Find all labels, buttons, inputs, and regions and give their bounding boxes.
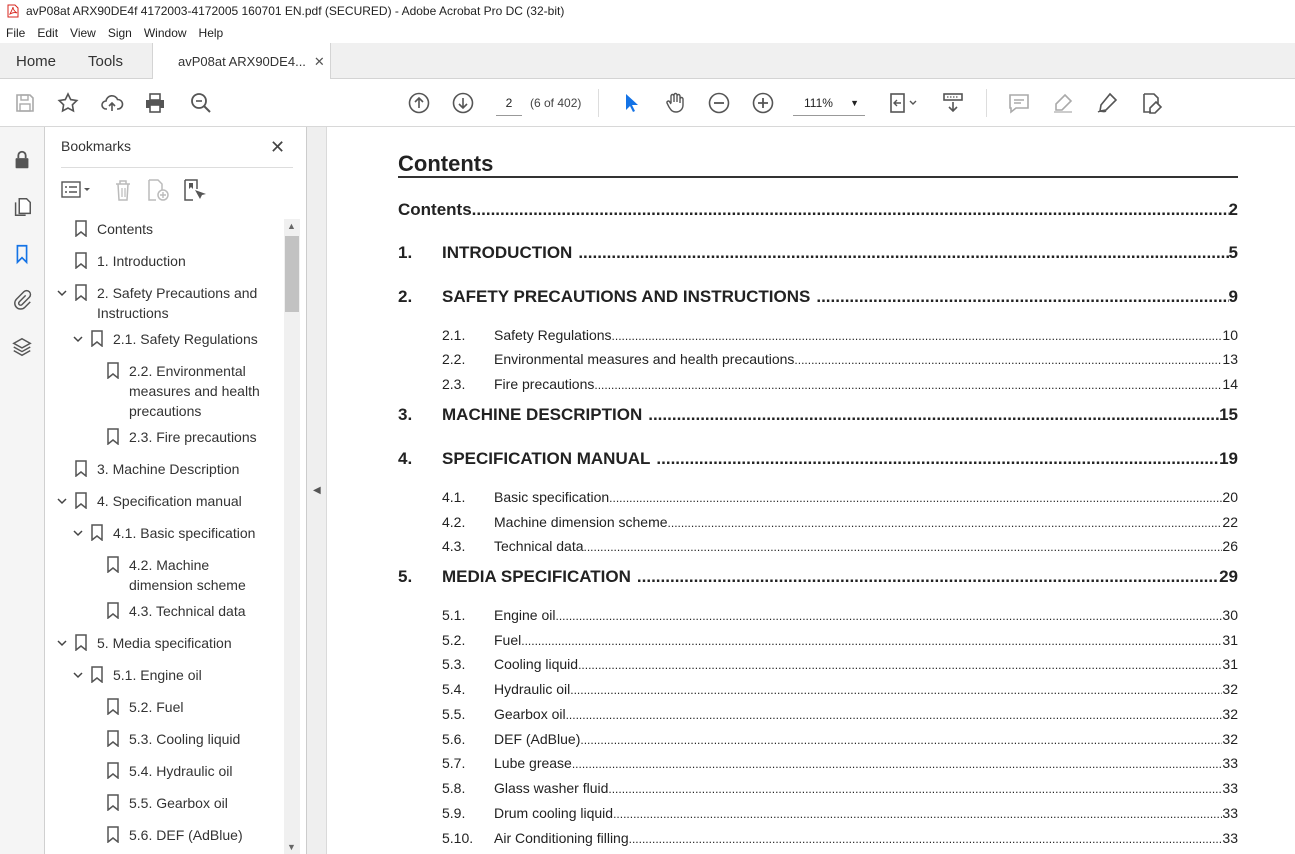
toc-page-number: 14	[1222, 376, 1238, 392]
toc-page-number: 33	[1222, 780, 1238, 796]
bookmark-item[interactable]	[55, 251, 186, 271]
toc-number: 4.3.	[442, 538, 466, 554]
chevron-down-icon[interactable]	[55, 491, 69, 511]
chevron-down-icon[interactable]	[71, 665, 85, 685]
toc-label: Environmental measures and health precautions	[494, 351, 795, 367]
toolbar-divider	[598, 89, 599, 117]
bookmark-ribbon-icon	[75, 284, 87, 301]
toc-leader-dots	[816, 287, 1228, 307]
menu-view[interactable]: View	[70, 25, 96, 40]
toc-entry[interactable]	[398, 351, 1238, 367]
bookmarks-icon[interactable]	[9, 241, 35, 267]
bookmark-label-line: precautions	[129, 403, 202, 419]
chevron-down-icon[interactable]	[71, 523, 85, 543]
toc-page-number: 31	[1222, 632, 1238, 648]
bookmark-ribbon-icon	[107, 602, 119, 619]
save-icon[interactable]	[12, 90, 38, 116]
bookmark-label	[129, 793, 228, 813]
bookmark-item[interactable]	[71, 523, 255, 543]
toc-label: Engine oil	[494, 607, 556, 623]
toc-label: Fire precautions	[494, 376, 595, 392]
toc-leader-dots	[521, 634, 1222, 648]
toc-page-number: 29	[1219, 567, 1238, 586]
bookmark-ribbon-icon	[107, 730, 119, 747]
toc-label: Drum cooling liquid	[494, 805, 614, 821]
find-bookmark-icon[interactable]	[182, 178, 206, 202]
bookmark-item[interactable]	[55, 459, 239, 479]
bookmark-label-line: 2. Safety Precautions and	[97, 285, 258, 301]
bookmark-label-line: Contents	[97, 221, 154, 237]
bookmark-label	[129, 825, 243, 845]
toc-entry[interactable]	[398, 287, 1238, 307]
toc-number: 5.6.	[442, 731, 466, 747]
toc-number: 5.1.	[442, 607, 466, 623]
toc-number: 5.8.	[442, 780, 466, 796]
page-fit-icon[interactable]	[886, 90, 920, 116]
bookmark-label	[129, 361, 260, 421]
toc-entry[interactable]	[398, 780, 1238, 796]
toc-label: Machine dimension scheme	[494, 514, 668, 530]
fill-and-sign-icon[interactable]	[1138, 90, 1164, 116]
bookmark-item[interactable]	[87, 601, 246, 621]
toc-entry[interactable]	[398, 632, 1238, 648]
toc-number: 5.4.	[442, 681, 466, 697]
bookmark-item[interactable]	[87, 793, 228, 813]
toc-entry[interactable]	[398, 514, 1238, 530]
toc-entry[interactable]	[398, 731, 1238, 747]
bookmark-item[interactable]	[55, 283, 257, 323]
bookmark-label	[97, 491, 242, 511]
highlight-pen-icon[interactable]	[1050, 90, 1076, 116]
bookmark-label-line: 2.2. Environmental	[129, 363, 246, 379]
bookmark-label-line: 3. Machine Description	[97, 461, 240, 477]
chevron-down-icon: ▼	[850, 98, 859, 108]
tab-home[interactable]: Home	[16, 52, 57, 70]
toc-page-number: 13	[1222, 351, 1238, 367]
toc-entry[interactable]	[398, 755, 1238, 771]
toc-number: 4.1.	[442, 489, 466, 505]
toc-number: 5.3.	[442, 656, 466, 672]
window-title: avP08at ARX90DE4f 4172003-4172005 160701 EN.pdf (SECURED) - Adobe Acrobat Pro DC (32-bit)	[26, 4, 565, 18]
bookmark-item[interactable]	[87, 427, 257, 447]
toc-number: 1.	[398, 243, 413, 262]
acrobat-pdf-icon	[6, 4, 20, 18]
toc-number: 4.	[398, 449, 413, 468]
zoom-in-icon[interactable]	[750, 90, 776, 116]
toc-page-number: 33	[1222, 805, 1238, 821]
toc-leader-dots	[472, 200, 1229, 220]
toc-label: MACHINE DESCRIPTION	[442, 405, 643, 424]
chevron-spacer	[87, 697, 101, 717]
bookmark-ribbon-icon	[107, 428, 119, 445]
toc-page-number: 31	[1222, 656, 1238, 672]
toc-label: MEDIA SPECIFICATION	[442, 567, 631, 586]
toc-leader-dots	[612, 329, 1223, 343]
toc-entry[interactable]	[398, 656, 1238, 672]
lock-icon[interactable]	[9, 147, 35, 173]
document-view[interactable]	[327, 127, 1295, 854]
bookmark-label	[129, 729, 240, 749]
toc-number: 5.10.	[442, 830, 474, 846]
toc-entry[interactable]	[398, 489, 1238, 505]
toc-label: Safety Regulations	[494, 327, 612, 343]
bookmark-label-line: 2.1. Safety Regulations	[113, 331, 258, 347]
bookmark-label	[97, 283, 257, 323]
bookmark-ribbon-icon	[91, 524, 103, 541]
toc-page-number: 26	[1222, 538, 1238, 554]
scroll-up-icon[interactable]: ▲	[287, 221, 296, 231]
toc-entry[interactable]	[398, 376, 1238, 392]
bookmark-label-line: 5.3. Cooling liquid	[129, 731, 241, 747]
bookmark-item[interactable]	[71, 329, 258, 349]
toc-entry[interactable]	[398, 200, 1238, 220]
bookmark-ribbon-icon	[107, 362, 119, 379]
bookmark-label-line: 5. Media specification	[97, 635, 232, 651]
bookmark-ribbon-icon	[75, 634, 87, 651]
bookmark-ribbon-icon	[91, 330, 103, 347]
toc-leader-dots	[572, 757, 1223, 771]
toc-label: Fuel	[494, 632, 522, 648]
chevron-spacer	[87, 793, 101, 813]
upload-cloud-icon[interactable]	[99, 90, 125, 116]
bookmark-item[interactable]	[87, 555, 246, 595]
bookmark-ribbon-icon	[75, 492, 87, 509]
toc-page-number: 32	[1222, 681, 1238, 697]
toc-entry[interactable]	[398, 830, 1238, 846]
toc-label: Cooling liquid	[494, 656, 579, 672]
delete-bookmark-icon[interactable]	[112, 178, 134, 202]
toc-leader-dots	[629, 832, 1223, 846]
toc-entry[interactable]	[398, 327, 1238, 343]
toc-leader-dots	[608, 782, 1222, 796]
bookmark-label	[129, 427, 257, 447]
toc-page-number: 9	[1228, 287, 1238, 306]
toc-leader-dots	[613, 807, 1222, 821]
bookmark-label-line: 4.3. Technical data	[129, 603, 246, 619]
toc-entry[interactable]	[398, 607, 1238, 623]
chevron-down-icon[interactable]	[71, 329, 85, 349]
zoom-out-icon[interactable]	[706, 90, 732, 116]
toc-leader-dots	[556, 609, 1223, 623]
bookmark-item[interactable]	[87, 697, 183, 717]
heading-rule	[398, 176, 1238, 178]
tab-bar	[0, 43, 1295, 79]
toc-leader-dots	[584, 540, 1223, 554]
page-heading: Contents	[398, 151, 494, 176]
select-cursor-icon[interactable]	[618, 90, 644, 116]
bookmark-label-line: 5.1. Engine oil	[113, 667, 202, 683]
toc-entry[interactable]	[398, 405, 1238, 425]
toc-number: 2.	[398, 287, 413, 306]
toc-leader-dots	[566, 708, 1223, 722]
collapse-panel-handle[interactable]	[307, 127, 327, 854]
toc-leader-dots	[578, 243, 1228, 263]
toc-number: 5.7.	[442, 755, 466, 771]
toc-number: 5.9.	[442, 805, 466, 821]
close-tab-icon[interactable]: ✕	[313, 53, 325, 69]
attachments-icon[interactable]	[9, 287, 35, 313]
toc-leader-dots	[609, 491, 1222, 505]
toc-leader-dots	[570, 683, 1222, 697]
toc-page-number: 15	[1219, 405, 1238, 424]
bookmark-item[interactable]	[55, 633, 232, 653]
toc-page-number: 33	[1222, 830, 1238, 846]
toc-page-number: 22	[1222, 514, 1238, 530]
comment-icon[interactable]	[1006, 90, 1032, 116]
toc-page-number: 2	[1228, 200, 1238, 219]
bookmark-label-line: 5.2. Fuel	[129, 699, 184, 715]
chevron-spacer	[87, 555, 101, 575]
bookmarks-panel	[45, 127, 307, 854]
layers-icon[interactable]	[9, 334, 35, 360]
toc-number: 2.1.	[442, 327, 466, 343]
page-thumbnails-icon[interactable]	[9, 194, 35, 220]
bookmark-label-line: dimension scheme	[129, 577, 246, 593]
toc-entry[interactable]	[398, 449, 1238, 469]
toc-entry[interactable]	[398, 681, 1238, 697]
toc-label: DEF (AdBlue)	[494, 731, 581, 747]
menu-file[interactable]: File	[6, 25, 26, 40]
bookmark-item[interactable]	[87, 825, 243, 845]
bookmark-label	[97, 633, 232, 653]
bookmarks-toolbar	[61, 176, 301, 204]
tab-document-label: avP08at ARX90DE4...	[178, 54, 306, 69]
toc-entry[interactable]	[398, 538, 1238, 554]
bookmark-label-line: 5.6. DEF (AdBlue)	[129, 827, 243, 843]
bookmark-ribbon-icon	[107, 556, 119, 573]
toc-label: INTRODUCTION	[442, 243, 573, 262]
toc-leader-dots	[580, 733, 1222, 747]
toc-leader-dots	[668, 516, 1223, 530]
bookmark-label-line: 1. Introduction	[97, 253, 186, 269]
toc-leader-dots	[794, 353, 1222, 367]
page-number-input[interactable]: 2	[496, 91, 522, 116]
bookmark-ribbon-icon	[107, 794, 119, 811]
navigation-rail	[0, 127, 45, 854]
print-icon[interactable]	[142, 90, 168, 116]
toc-label: Glass washer fluid	[494, 780, 609, 796]
toc-page-number: 33	[1222, 755, 1238, 771]
toc-label: Lube grease	[494, 755, 572, 771]
chevron-spacer	[87, 729, 101, 749]
menu-sign[interactable]: Sign	[107, 25, 132, 40]
tab-tools[interactable]: Tools	[88, 52, 124, 70]
toc-page-number: 5	[1228, 243, 1238, 262]
toc-leader-dots	[656, 449, 1219, 469]
bookmark-label-line: 4. Specification manual	[97, 493, 242, 509]
toc-entry[interactable]	[398, 567, 1238, 587]
menu-help[interactable]: Help	[198, 25, 224, 40]
bookmark-item[interactable]	[87, 729, 240, 749]
bookmarks-panel-title: Bookmarks	[61, 138, 132, 154]
menu-bar	[0, 22, 1295, 43]
bookmark-label	[113, 665, 202, 685]
bookmark-item[interactable]	[71, 665, 202, 685]
panel-divider	[61, 167, 293, 168]
chevron-spacer	[87, 601, 101, 621]
toc-leader-dots	[594, 378, 1222, 392]
search-zoom-icon[interactable]	[188, 90, 214, 116]
chevron-spacer	[87, 427, 101, 447]
bookmark-ribbon-icon	[75, 460, 87, 477]
bookmark-label	[113, 523, 255, 543]
bookmark-ribbon-icon	[107, 762, 119, 779]
toc-entry[interactable]	[398, 243, 1238, 263]
toc-page-number: 10	[1222, 327, 1238, 343]
chevron-down-icon[interactable]	[55, 633, 69, 653]
chevron-spacer	[87, 361, 101, 381]
bookmark-label-line: measures and health	[129, 383, 260, 399]
chevron-spacer	[55, 251, 69, 271]
bookmark-label-line: 4.2. Machine	[129, 557, 210, 573]
bookmark-ribbon-icon	[107, 698, 119, 715]
bookmark-label	[129, 601, 246, 621]
star-bookmark-icon[interactable]	[55, 90, 81, 116]
scroll-mode-icon[interactable]	[940, 90, 966, 116]
toc-leader-dots	[637, 567, 1219, 587]
toc-page-number: 30	[1222, 607, 1238, 623]
toc-leader-dots	[648, 405, 1219, 425]
toc-entry[interactable]	[398, 805, 1238, 821]
bookmark-label-line: 2.3. Fire precautions	[129, 429, 257, 445]
bookmark-label	[129, 761, 233, 781]
bookmark-label	[97, 219, 153, 239]
bookmark-label	[97, 459, 239, 479]
close-panel-icon[interactable]: ✕	[270, 137, 286, 157]
previous-page-icon[interactable]	[406, 90, 432, 116]
bookmark-item[interactable]	[87, 361, 260, 421]
toc-page-number: 32	[1222, 706, 1238, 722]
bookmark-item[interactable]	[87, 761, 233, 781]
bookmark-label	[129, 555, 246, 595]
chevron-spacer	[55, 219, 69, 239]
bookmark-label	[113, 329, 258, 349]
zoom-level-value: 111%	[804, 96, 833, 110]
toc-label: Contents	[398, 200, 472, 219]
bookmark-ribbon-icon	[91, 666, 103, 683]
toc-page-number: 19	[1219, 449, 1238, 468]
menu-window[interactable]: Window	[143, 25, 187, 40]
collapse-arrow-icon: ◀	[313, 485, 321, 496]
toc-page-number: 20	[1222, 489, 1238, 505]
chevron-spacer	[87, 761, 101, 781]
toc-label: Hydraulic oil	[494, 681, 571, 697]
toc-label: SPECIFICATION MANUAL	[442, 449, 651, 468]
toc-leader-dots	[578, 658, 1222, 672]
toc-number: 5.2.	[442, 632, 466, 648]
toc-page-number: 32	[1222, 731, 1238, 747]
bookmark-item[interactable]	[55, 219, 153, 239]
bookmark-item[interactable]	[55, 491, 242, 511]
options-menu-icon[interactable]	[61, 179, 93, 201]
bookmark-label	[129, 697, 183, 717]
menu-edit[interactable]: Edit	[37, 25, 59, 40]
chevron-spacer	[55, 459, 69, 479]
bookmark-tree	[45, 219, 285, 854]
sign-pen-icon[interactable]	[1094, 90, 1120, 116]
chevron-spacer	[87, 825, 101, 845]
toc-number: 3.	[398, 405, 413, 424]
toc-number: 2.2.	[442, 351, 466, 367]
bookmark-ribbon-icon	[107, 826, 119, 843]
title-bar	[0, 0, 1295, 22]
new-bookmark-icon[interactable]	[146, 178, 170, 202]
next-page-icon[interactable]	[450, 90, 476, 116]
page-count: (6 of 402)	[530, 96, 582, 110]
toc-label: Air Conditioning filling	[494, 830, 629, 846]
toc-number: 2.3.	[442, 376, 466, 392]
scroll-down-icon[interactable]: ▼	[287, 842, 296, 852]
toc-entry[interactable]	[398, 706, 1238, 722]
bookmark-label-line: Instructions	[97, 305, 169, 321]
bookmark-label	[97, 251, 186, 271]
toc-label: Technical data	[494, 538, 584, 554]
tab-document[interactable]	[152, 43, 331, 80]
bookmark-label-line: 5.5. Gearbox oil	[129, 795, 228, 811]
toc-label: SAFETY PRECAUTIONS AND INSTRUCTIONS	[442, 287, 811, 306]
zoom-level-select[interactable]	[793, 91, 865, 116]
toc-number: 5.5.	[442, 706, 466, 722]
hand-tool-icon[interactable]	[662, 90, 688, 116]
bookmark-ribbon-icon	[75, 220, 87, 237]
scrollbar-thumb[interactable]	[285, 236, 299, 312]
toc-number: 4.2.	[442, 514, 466, 530]
bookmarks-scrollbar[interactable]	[284, 219, 300, 854]
bookmark-ribbon-icon	[75, 252, 87, 269]
toc-label: Basic specification	[494, 489, 610, 505]
toc-label: Gearbox oil	[494, 706, 566, 722]
bookmark-label-line: 5.4. Hydraulic oil	[129, 763, 233, 779]
bookmark-label-line: 4.1. Basic specification	[113, 525, 256, 541]
chevron-down-icon[interactable]	[55, 283, 69, 303]
toolbar-divider	[986, 89, 987, 117]
toc-number: 5.	[398, 567, 413, 586]
